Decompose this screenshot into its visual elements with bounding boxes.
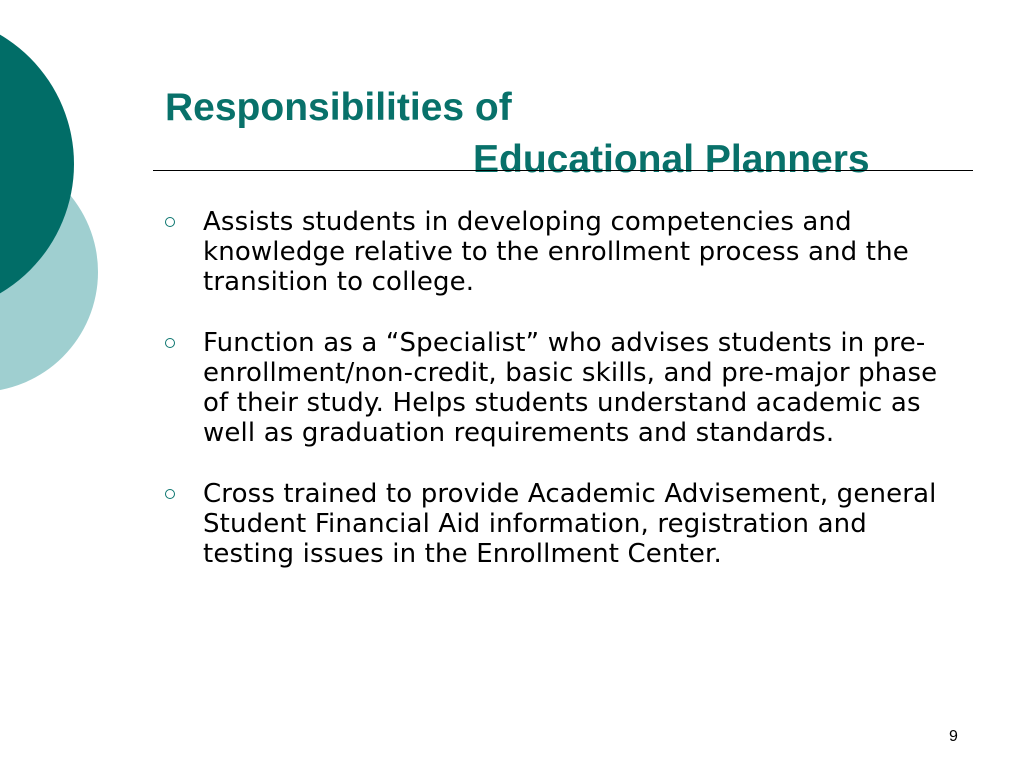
page-number: 9 [949, 728, 958, 745]
bullet-item [165, 479, 965, 569]
title-line-1: Responsibilities of [165, 86, 512, 130]
title-divider [153, 170, 973, 171]
bullet-list [165, 207, 965, 600]
hollow-circle-bullet-icon [165, 489, 175, 499]
hollow-circle-bullet-icon [165, 338, 175, 348]
bullet-text: Cross trained to provide Academic Advisement, general Student Financial Aid information, registration and testing issues in the Enrollment Center. [203, 479, 937, 569]
bullet-item [165, 328, 965, 448]
hollow-circle-bullet-icon [165, 217, 175, 227]
bullet-text: Function as a “Specialist” who advises students in pre-enrollment/non-credit, basic skills, and pre-major phase of their study. Helps students understand academic as well as graduation requirements and standards. [203, 328, 938, 448]
bullet-item [165, 207, 965, 297]
title-line-2: Educational Planners [473, 138, 870, 182]
bullet-text: Assists students in developing competencies and knowledge relative to the enrollment process and the transition to college. [203, 207, 909, 297]
